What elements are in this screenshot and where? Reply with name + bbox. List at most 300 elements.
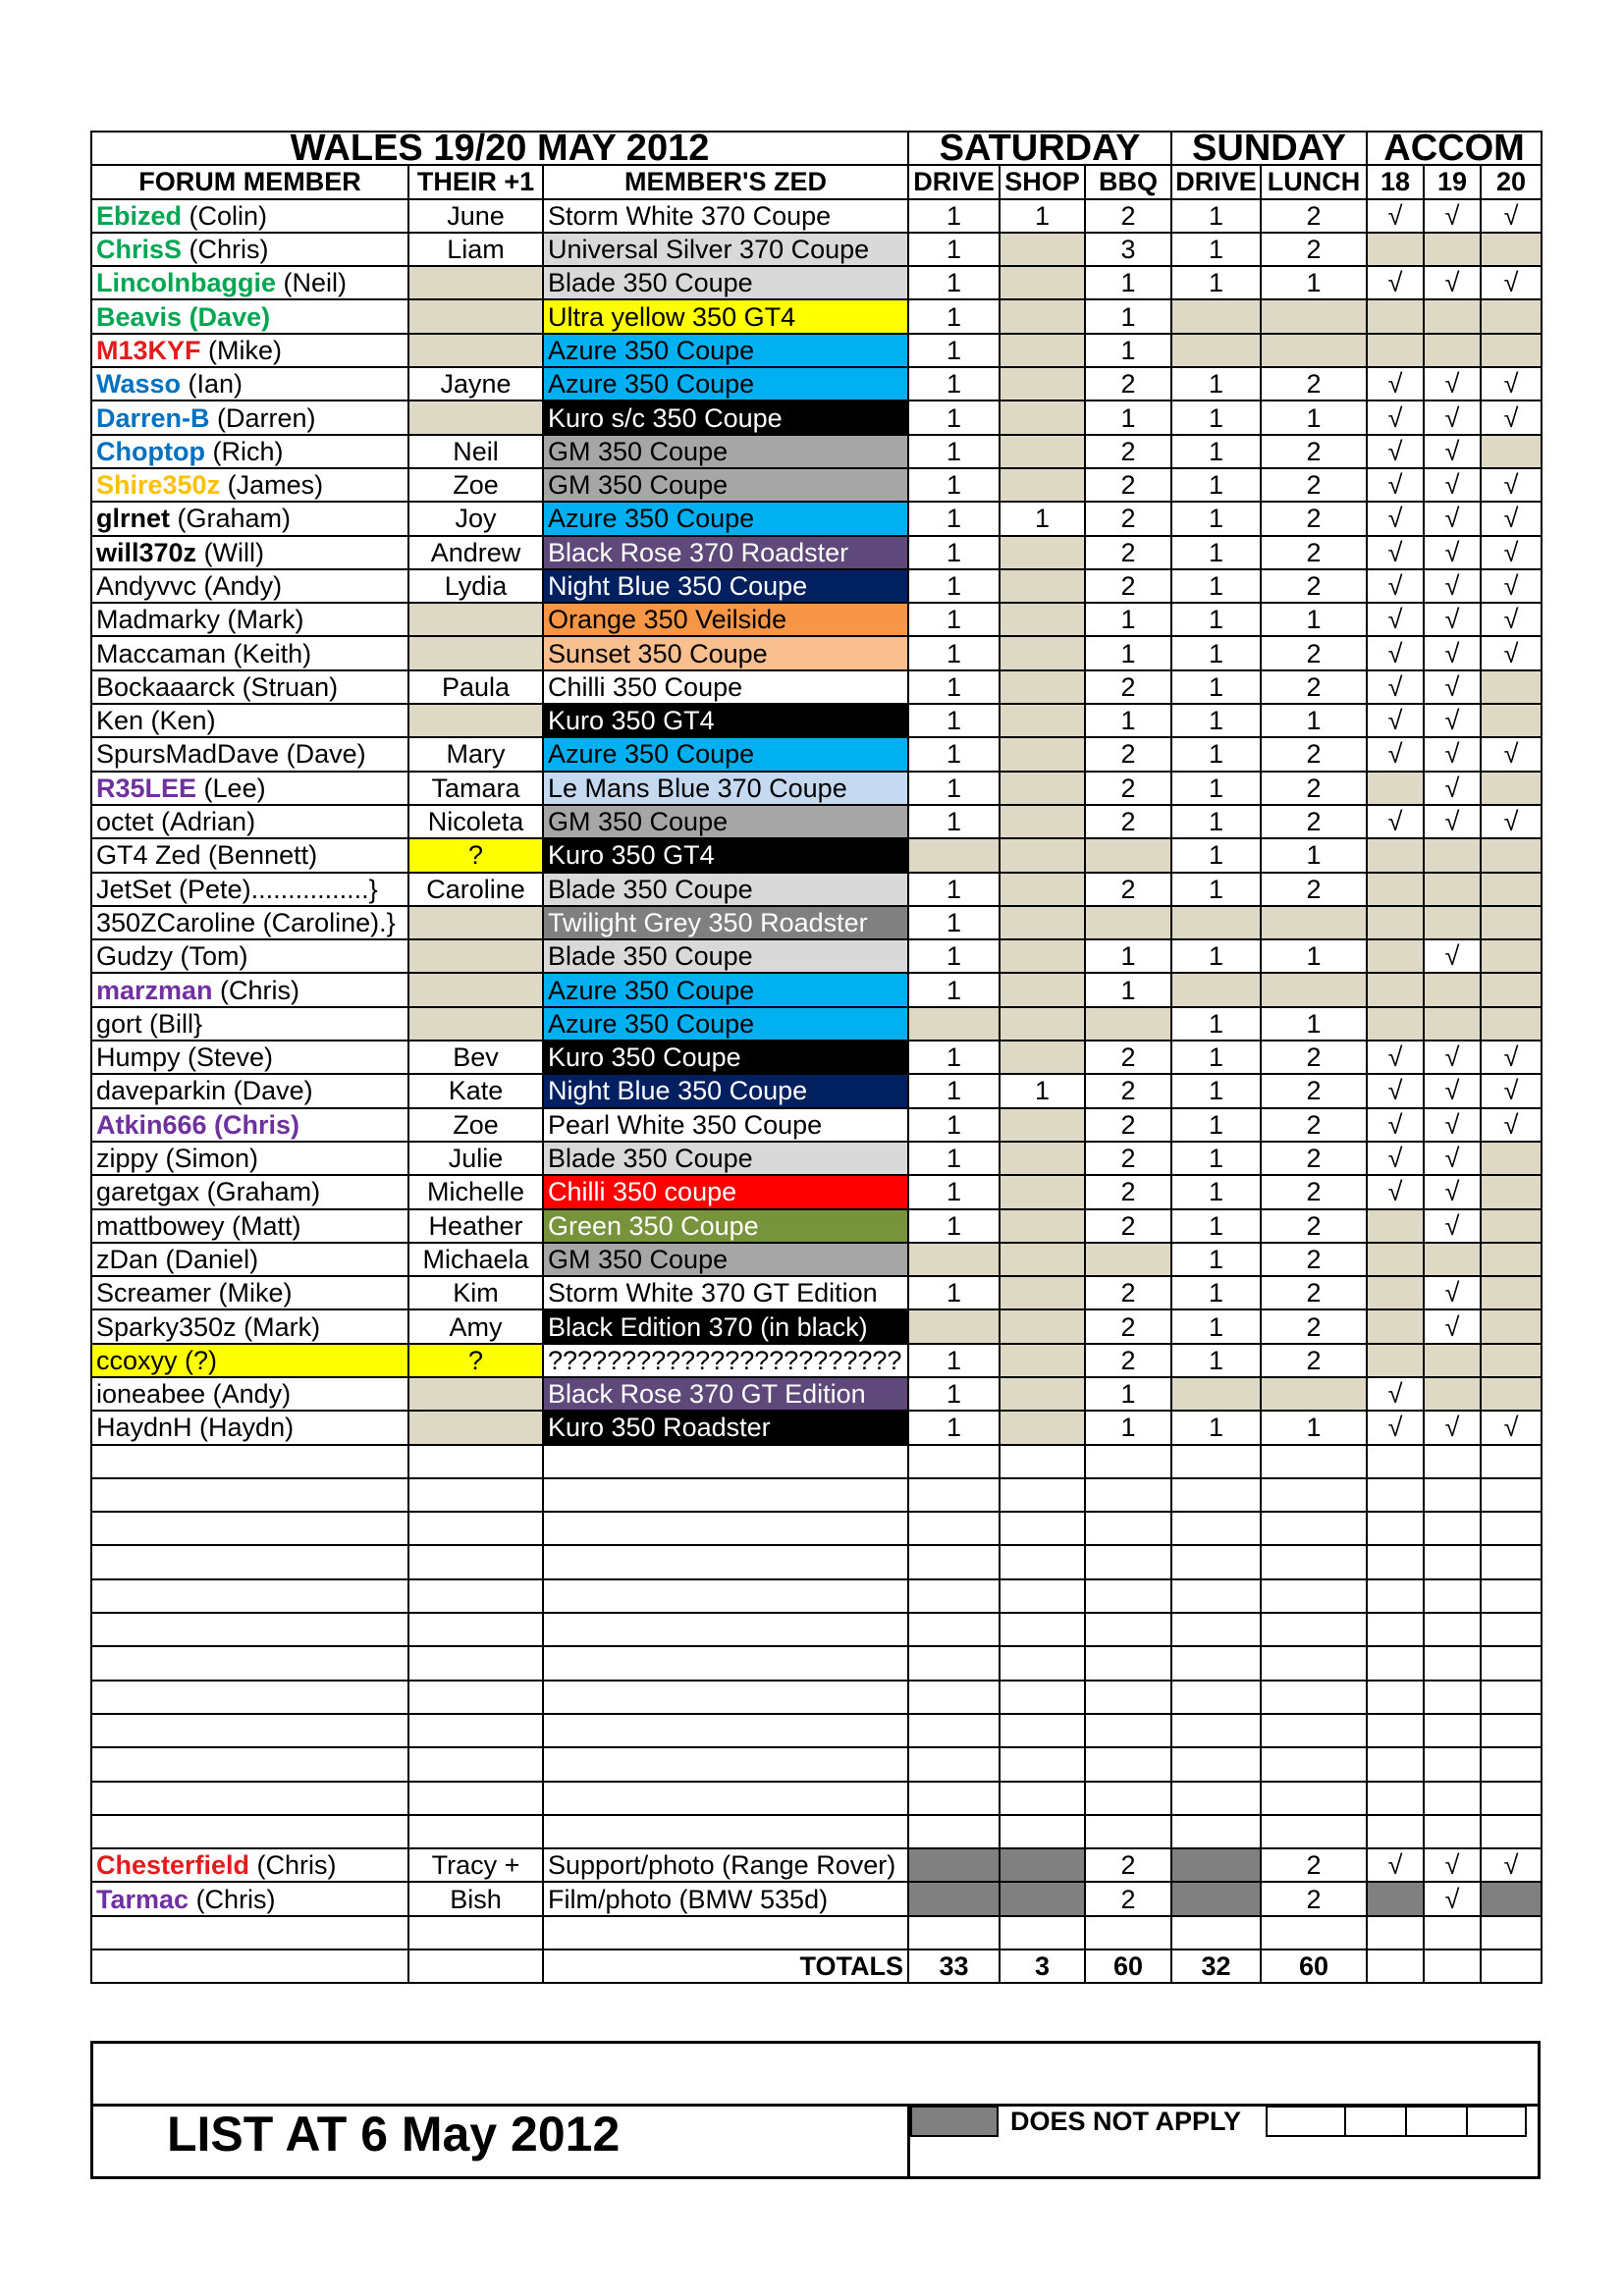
empty-cell [543, 1579, 908, 1613]
zed-cell: Black Rose 370 Roadster [543, 536, 908, 569]
member-name: Madmarky (Mark) [96, 605, 304, 635]
member-row [91, 199, 1542, 233]
value-cell: √ [1424, 266, 1481, 299]
value-cell [1000, 266, 1085, 299]
value-cell: 2 [1085, 199, 1171, 233]
value-cell: 1 [1085, 1377, 1171, 1411]
plus-one-cell: Lydia [408, 569, 543, 603]
member-nick: Beavis (Dave) [96, 301, 271, 332]
column-header: 18 [1367, 165, 1424, 198]
value-cell: 2 [1085, 772, 1171, 805]
zed-cell: Kuro 350 GT4 [543, 704, 908, 737]
member-row [91, 1377, 1542, 1411]
plus-one-cell [408, 636, 543, 669]
zed-cell: Le Mans Blue 370 Coupe [543, 772, 908, 805]
value-cell: 1 [908, 603, 1000, 636]
empty-cell [1000, 1815, 1085, 1848]
value-cell: √ [1424, 939, 1481, 973]
value-cell: 1 [908, 1142, 1000, 1175]
zed-cell: Green 350 Coupe [543, 1209, 908, 1243]
value-cell: 1 [1085, 603, 1171, 636]
empty-cell [1481, 1681, 1542, 1714]
legend-swatch [910, 2106, 999, 2137]
empty-cell [1261, 1545, 1367, 1578]
empty-cell [1481, 1512, 1542, 1545]
member-cell [91, 502, 408, 535]
value-cell: 2 [1085, 569, 1171, 603]
value-cell: √ [1424, 772, 1481, 805]
list-date: LIST AT 6 May 2012 [167, 2107, 621, 2162]
value-cell: 1 [908, 939, 1000, 973]
value-cell: 2 [1261, 1108, 1367, 1142]
member-name: (Rich) [204, 436, 284, 466]
member-row [91, 1142, 1542, 1175]
plus-one-cell [408, 266, 543, 299]
value-cell [1000, 973, 1085, 1006]
value-cell [908, 1243, 1000, 1276]
empty-cell [1424, 1681, 1481, 1714]
member-name: garetgax (Graham) [96, 1177, 321, 1207]
plus-one-cell [408, 400, 543, 434]
value-cell: √ [1424, 1108, 1481, 1142]
zed-cell: Kuro 350 Roadster [543, 1411, 908, 1444]
empty-cell [1171, 1613, 1261, 1646]
empty-cell [408, 1949, 543, 1983]
empty-cell [1481, 1949, 1542, 1983]
value-cell [1000, 536, 1085, 569]
member-nick: marzman [96, 975, 213, 1005]
value-cell [1000, 334, 1085, 367]
value-cell: √ [1367, 199, 1424, 233]
value-cell [1367, 1276, 1424, 1309]
value-cell: √ [1424, 468, 1481, 502]
member-nick: ChrisS [96, 235, 183, 265]
value-cell: 1 [908, 973, 1000, 1006]
empty-cell [1367, 1949, 1424, 1983]
value-cell: 2 [1261, 536, 1367, 569]
empty-row [91, 1478, 1542, 1512]
value-cell: √ [1367, 502, 1424, 535]
value-cell [1000, 737, 1085, 771]
value-cell: √ [1424, 1276, 1481, 1309]
value-cell: 1 [908, 1074, 1000, 1107]
value-cell [1481, 299, 1542, 333]
zed-cell: Chilli 350 Coupe [543, 670, 908, 704]
value-cell: √ [1367, 400, 1424, 434]
member-row [91, 536, 1542, 569]
value-cell: 2 [1085, 367, 1171, 400]
value-cell: 2 [1261, 233, 1367, 266]
value-cell: 1 [1261, 1007, 1367, 1041]
empty-cell [1424, 1512, 1481, 1545]
empty-cell [1424, 1815, 1481, 1848]
empty-cell [1424, 1478, 1481, 1512]
zed-cell: Black Edition 370 (in black) [543, 1309, 908, 1343]
legend-label: DOES NOT APPLY [1010, 2107, 1242, 2136]
value-cell: √ [1424, 737, 1481, 771]
empty-cell [908, 1545, 1000, 1578]
value-cell: 1 [1085, 704, 1171, 737]
value-cell: 1 [908, 805, 1000, 838]
empty-cell [1367, 1646, 1424, 1680]
value-cell: 2 [1085, 670, 1171, 704]
empty-cell [1261, 1579, 1367, 1613]
value-cell [1171, 299, 1261, 333]
value-cell: 1 [1171, 502, 1261, 535]
totals-label: TOTALS [543, 1949, 908, 1983]
plus-one-cell: Bev [408, 1041, 543, 1074]
member-row [91, 1344, 1542, 1377]
value-cell: 1 [908, 1175, 1000, 1208]
value-cell: √ [1367, 805, 1424, 838]
value-cell: √ [1367, 266, 1424, 299]
member-name: zDan (Daniel) [96, 1244, 259, 1274]
value-cell: 1 [908, 1041, 1000, 1074]
member-row [91, 299, 1542, 333]
value-cell [1367, 1209, 1424, 1243]
value-cell: 2 [1261, 468, 1367, 502]
empty-cell [408, 1916, 543, 1949]
value-cell [1171, 973, 1261, 1006]
empty-cell [1367, 1782, 1424, 1815]
value-cell [1481, 670, 1542, 704]
member-cell [91, 400, 408, 434]
member-cell [91, 266, 408, 299]
empty-cell [1261, 1747, 1367, 1781]
total-value: 33 [908, 1949, 1000, 1983]
empty-cell [543, 1681, 908, 1714]
value-cell: √ [1367, 1142, 1424, 1175]
value-cell [1367, 838, 1424, 872]
empty-cell [1000, 1681, 1085, 1714]
empty-cell [908, 1613, 1000, 1646]
empty-cell [908, 1478, 1000, 1512]
value-cell: 2 [1085, 805, 1171, 838]
plus-one-cell: Kate [408, 1074, 543, 1107]
member-cell [91, 603, 408, 636]
member-nick: glrnet [96, 504, 171, 534]
member-nick: Tarmac [96, 1884, 189, 1914]
member-cell [91, 805, 408, 838]
member-nick: will370z [96, 537, 197, 567]
zed-cell: Azure 350 Coupe [543, 737, 908, 771]
value-cell [1171, 1377, 1261, 1411]
member-cell [91, 468, 408, 502]
value-cell: 1 [908, 1344, 1000, 1377]
member-cell [91, 334, 408, 367]
value-cell [1261, 1377, 1367, 1411]
value-cell: 2 [1085, 468, 1171, 502]
plus-one-cell: Tracy + [408, 1848, 543, 1882]
value-cell: √ [1367, 670, 1424, 704]
value-cell: 1 [908, 772, 1000, 805]
empty-cell [1171, 1545, 1261, 1578]
value-cell: √ [1367, 737, 1424, 771]
zed-cell: Kuro s/c 350 Coupe [543, 400, 908, 434]
value-cell: √ [1424, 569, 1481, 603]
value-cell: 2 [1085, 1882, 1171, 1915]
member-row [91, 233, 1542, 266]
value-cell [1000, 603, 1085, 636]
empty-cell [1367, 1478, 1424, 1512]
empty-cell [908, 1747, 1000, 1781]
value-cell: 1 [908, 233, 1000, 266]
member-nick: Choptop [96, 436, 205, 466]
plus-one-cell: Liam [408, 233, 543, 266]
value-cell: 1 [908, 737, 1000, 771]
empty-cell [1481, 1478, 1542, 1512]
empty-cell [1424, 1445, 1481, 1478]
value-cell [1481, 1276, 1542, 1309]
empty-cell [1171, 1916, 1261, 1949]
value-cell: 2 [1261, 873, 1367, 906]
value-cell: 1 [1171, 569, 1261, 603]
value-cell: 1 [1085, 973, 1171, 1006]
member-cell [91, 838, 408, 872]
plus-one-cell: Mary [408, 737, 543, 771]
plus-one-cell: Heather [408, 1209, 543, 1243]
value-cell: 1 [1261, 939, 1367, 973]
value-cell [1000, 1309, 1085, 1343]
value-cell: √ [1367, 636, 1424, 669]
value-cell: √ [1367, 1041, 1424, 1074]
member-nick: Darren-B [96, 402, 210, 433]
member-cell [91, 1848, 408, 1882]
value-cell [1481, 973, 1542, 1006]
empty-cell [1000, 1747, 1085, 1781]
zed-cell: Pearl White 350 Coupe [543, 1108, 908, 1142]
value-cell: 1 [1261, 400, 1367, 434]
totals-row [91, 1949, 1542, 1983]
value-cell: 1 [908, 468, 1000, 502]
member-cell [91, 1074, 408, 1107]
member-name: (Lee) [196, 773, 266, 803]
empty-cell [91, 1478, 408, 1512]
value-cell: √ [1481, 266, 1542, 299]
value-cell [1085, 1007, 1171, 1041]
member-cell [91, 1882, 408, 1915]
plus-one-cell [408, 939, 543, 973]
value-cell [1481, 1209, 1542, 1243]
value-cell: √ [1481, 636, 1542, 669]
column-header: DRIVE [1171, 165, 1261, 198]
value-cell: 1 [908, 199, 1000, 233]
value-cell [1000, 873, 1085, 906]
empty-cell [408, 1747, 543, 1781]
value-cell [908, 1007, 1000, 1041]
zed-cell: Film/photo (BMW 535d) [543, 1882, 908, 1915]
value-cell: 2 [1261, 1074, 1367, 1107]
empty-cell [1261, 1445, 1367, 1478]
sheet-title: WALES 19/20 MAY 2012 [91, 132, 908, 165]
column-header: BBQ [1085, 165, 1171, 198]
empty-row [91, 1613, 1542, 1646]
value-cell: 1 [908, 1411, 1000, 1444]
member-cell [91, 1377, 408, 1411]
value-cell [1481, 334, 1542, 367]
zed-cell: Blade 350 Coupe [543, 939, 908, 973]
member-row [91, 266, 1542, 299]
empty-cell [1171, 1747, 1261, 1781]
value-cell: 2 [1261, 1243, 1367, 1276]
empty-cell [1424, 1545, 1481, 1578]
empty-cell [1261, 1613, 1367, 1646]
empty-cell [908, 1646, 1000, 1680]
value-cell [1367, 233, 1424, 266]
plus-one-cell: Michelle [408, 1175, 543, 1208]
value-cell: √ [1481, 1411, 1542, 1444]
member-row [91, 704, 1542, 737]
member-cell [91, 367, 408, 400]
value-cell [1261, 973, 1367, 1006]
value-cell: √ [1367, 435, 1424, 468]
member-cell [91, 1007, 408, 1041]
empty-cell [408, 1782, 543, 1815]
column-header: MEMBER'S ZED [543, 165, 908, 198]
value-cell: 1 [908, 670, 1000, 704]
column-header: SHOP [1000, 165, 1085, 198]
zed-cell: Azure 350 Coupe [543, 334, 908, 367]
member-cell [91, 636, 408, 669]
value-cell [1367, 1243, 1424, 1276]
value-cell: 1 [1171, 737, 1261, 771]
value-cell [1000, 1276, 1085, 1309]
member-name: (James) [220, 470, 324, 501]
value-cell [1171, 334, 1261, 367]
empty-cell [1000, 1916, 1085, 1949]
value-cell: 2 [1085, 1344, 1171, 1377]
value-cell [1000, 1041, 1085, 1074]
empty-cell [1481, 1714, 1542, 1747]
value-cell: 1 [908, 1377, 1000, 1411]
empty-cell [1085, 1579, 1171, 1613]
value-cell: √ [1367, 569, 1424, 603]
plus-one-cell: Paula [408, 670, 543, 704]
empty-cell [1481, 1646, 1542, 1680]
value-cell [1261, 299, 1367, 333]
plus-one-cell [408, 1377, 543, 1411]
empty-cell [91, 1714, 408, 1747]
empty-cell [408, 1512, 543, 1545]
empty-cell [1000, 1613, 1085, 1646]
value-cell: 2 [1085, 1175, 1171, 1208]
member-row [91, 1108, 1542, 1142]
plus-one-cell: June [408, 199, 543, 233]
empty-cell [408, 1478, 543, 1512]
value-cell: 2 [1085, 502, 1171, 535]
plus-one-cell: Joy [408, 502, 543, 535]
empty-cell [1424, 1613, 1481, 1646]
member-row [91, 502, 1542, 535]
value-cell: 3 [1085, 233, 1171, 266]
member-row [91, 1309, 1542, 1343]
empty-cell [91, 1916, 408, 1949]
empty-cell [543, 1714, 908, 1747]
empty-cell [1085, 1512, 1171, 1545]
value-cell [1481, 838, 1542, 872]
value-cell: √ [1424, 367, 1481, 400]
value-cell: √ [1481, 1074, 1542, 1107]
empty-cell [408, 1445, 543, 1478]
member-name: GT4 Zed (Bennett) [96, 840, 318, 871]
empty-cell [908, 1815, 1000, 1848]
empty-cell [1085, 1681, 1171, 1714]
value-cell: √ [1424, 536, 1481, 569]
value-cell: 1 [1085, 1411, 1171, 1444]
value-cell: 2 [1085, 1108, 1171, 1142]
member-name: ioneabee (Andy) [96, 1379, 292, 1410]
value-cell: 1 [908, 569, 1000, 603]
empty-cell [1171, 1681, 1261, 1714]
value-cell [1481, 873, 1542, 906]
empty-cell [1261, 1916, 1367, 1949]
value-cell [1000, 1848, 1085, 1882]
value-cell: 2 [1261, 1882, 1367, 1915]
value-cell: 1 [1171, 1074, 1261, 1107]
plus-one-cell [408, 1007, 543, 1041]
zed-cell: Ultra yellow 350 GT4 [543, 299, 908, 333]
value-cell [1000, 1243, 1085, 1276]
plus-one-cell [408, 704, 543, 737]
empty-cell [908, 1512, 1000, 1545]
attendance-sheet [90, 131, 1543, 1984]
value-cell [908, 1848, 1000, 1882]
empty-cell [1367, 1815, 1424, 1848]
member-row [91, 737, 1542, 771]
member-row [91, 1243, 1542, 1276]
value-cell [1367, 334, 1424, 367]
zed-cell: GM 350 Coupe [543, 435, 908, 468]
value-cell [1424, 334, 1481, 367]
empty-cell [1085, 1646, 1171, 1680]
empty-cell [91, 1512, 408, 1545]
empty-cell [1367, 1613, 1424, 1646]
member-nick: Lincolnbaggie [96, 268, 277, 298]
empty-cell [1367, 1916, 1424, 1949]
value-cell: 1 [908, 906, 1000, 939]
total-value: 32 [1171, 1949, 1261, 1983]
value-cell: 2 [1261, 367, 1367, 400]
value-cell: √ [1367, 367, 1424, 400]
empty-row [91, 1782, 1542, 1815]
empty-cell [91, 1445, 408, 1478]
empty-cell [1171, 1646, 1261, 1680]
value-cell [1000, 400, 1085, 434]
member-nick: M13KYF [96, 335, 201, 365]
column-header: 20 [1481, 165, 1542, 198]
value-cell [1424, 873, 1481, 906]
empty-cell [1367, 1747, 1424, 1781]
value-cell: √ [1424, 704, 1481, 737]
value-cell: √ [1481, 199, 1542, 233]
empty-cell [1367, 1445, 1424, 1478]
member-cell [91, 1411, 408, 1444]
value-cell: 1 [908, 1276, 1000, 1309]
value-cell: √ [1367, 1377, 1424, 1411]
plus-one-cell [408, 299, 543, 333]
member-name: SpursMadDave (Dave) [96, 739, 366, 770]
empty-cell [1000, 1579, 1085, 1613]
zed-cell: Sunset 350 Coupe [543, 636, 908, 669]
empty-row [91, 1512, 1542, 1545]
empty-cell [1171, 1478, 1261, 1512]
value-cell: 1 [1171, 266, 1261, 299]
zed-cell: Azure 350 Coupe [543, 973, 908, 1006]
zed-cell: GM 350 Coupe [543, 468, 908, 502]
value-cell: 2 [1261, 199, 1367, 233]
value-cell [1424, 299, 1481, 333]
value-cell: 1 [1171, 1344, 1261, 1377]
